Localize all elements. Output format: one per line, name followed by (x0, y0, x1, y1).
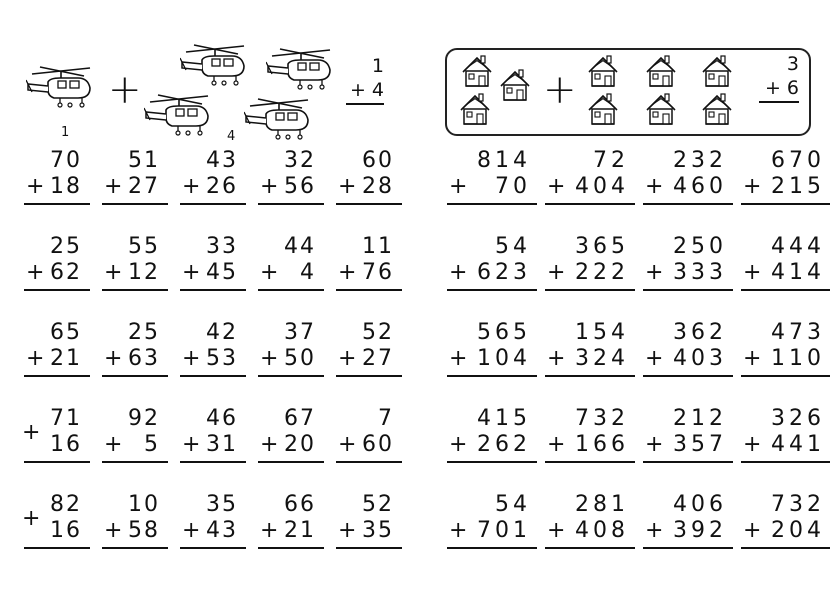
addition-problem (100, 148, 178, 234)
addition-problem (178, 234, 256, 320)
plus-operator: + (449, 518, 470, 543)
addend-bottom: 215 (771, 174, 825, 199)
plus-operator: + (182, 260, 203, 285)
plus-operator: + (182, 174, 203, 199)
addend-top: 72 (593, 148, 629, 173)
addend-top: 65 (50, 320, 82, 345)
addend-top: 60 (362, 148, 394, 173)
sum-rule (545, 461, 635, 463)
addition-problem (641, 320, 739, 406)
plus-operator: + (743, 518, 764, 543)
addition-problem (334, 492, 412, 578)
plus-operator: + (547, 346, 568, 371)
addition-problem (22, 148, 100, 234)
sum-rule (545, 547, 635, 549)
addend-top: 44 (284, 234, 316, 259)
plus-operator: + (26, 346, 47, 371)
addition-problem (543, 406, 641, 492)
plus-operator: + (338, 174, 359, 199)
plus-operator: + (104, 432, 125, 457)
helicopter-icon (26, 66, 100, 110)
house-icon (643, 54, 677, 88)
sum-rule (336, 547, 402, 549)
addition-problem (334, 148, 412, 234)
addend-top: 154 (575, 320, 629, 345)
addition-problem (256, 234, 334, 320)
plus-operator: + (182, 346, 203, 371)
addend-bottom: 403 (673, 346, 727, 371)
plus-operator: + (645, 174, 666, 199)
addend-top: 70 (50, 148, 82, 173)
plus-operator: + (260, 518, 281, 543)
sum-rule (24, 375, 90, 377)
sum-rule (258, 461, 324, 463)
plus-operator: + (547, 260, 568, 285)
addend-bottom: 166 (575, 432, 629, 457)
addend-top: 365 (575, 234, 629, 259)
addition-problem (256, 320, 334, 406)
plus-operator: + (104, 174, 125, 199)
addition-problem (178, 492, 256, 578)
sum-rule (102, 547, 168, 549)
addition-problem (178, 148, 256, 234)
addend-top: 55 (128, 234, 160, 259)
example-top: 1 (371, 55, 384, 77)
sum-rule (258, 289, 324, 291)
right-count-label: 4 (227, 129, 236, 144)
addend-top: 473 (771, 320, 825, 345)
addend-bottom: 701 (477, 518, 531, 543)
addend-bottom: 404 (575, 174, 629, 199)
helicopter-header (0, 0, 425, 150)
plus-operator: + (260, 174, 281, 199)
sum-rule (447, 375, 537, 377)
addend-top: 66 (284, 492, 316, 517)
plus-operator: + (338, 260, 359, 285)
plus-operator: + (260, 260, 281, 285)
addend-bottom: 16 (50, 432, 82, 457)
addend-bottom: 56 (284, 174, 316, 199)
addend-top: 37 (284, 320, 316, 345)
sum-rule (336, 375, 402, 377)
addend-bottom: 43 (206, 518, 238, 543)
plus-sign: + (108, 67, 142, 113)
addition-problem (256, 406, 334, 492)
helicopter-icon (266, 48, 340, 92)
sum-rule (180, 289, 246, 291)
example-bottom: 4 (371, 79, 384, 101)
sum-rule (258, 203, 324, 205)
left-count-label: 1 (61, 125, 70, 140)
addend-bottom: 53 (206, 346, 238, 371)
addition-problem (445, 148, 543, 234)
addition-problem (543, 320, 641, 406)
addition-problem (22, 320, 100, 406)
addend-top: 46 (206, 406, 238, 431)
addition-problem (543, 492, 641, 578)
sum-rule (180, 375, 246, 377)
addend-top: 362 (673, 320, 727, 345)
house-icon (457, 92, 491, 126)
addend-top: 35 (206, 492, 238, 517)
addend-bottom: 58 (128, 518, 160, 543)
addition-problem (178, 406, 256, 492)
addend-bottom: 27 (362, 346, 394, 371)
plus-operator: + (449, 174, 470, 199)
example-op: + (349, 79, 366, 101)
addend-top: 42 (206, 320, 238, 345)
addend-bottom: 4 (300, 260, 316, 285)
house-icon (585, 54, 619, 88)
two-digit-problems (22, 148, 425, 578)
plus-operator: + (104, 346, 125, 371)
plus-operator: + (104, 260, 125, 285)
addend-top: 250 (673, 234, 727, 259)
addend-bottom: 204 (771, 518, 825, 543)
addition-problem (100, 492, 178, 578)
addition-problem (445, 234, 543, 320)
helicopter-icon (244, 98, 318, 142)
sum-rule (545, 375, 635, 377)
plus-operator: + (22, 420, 43, 445)
addend-bottom: 27 (128, 174, 160, 199)
sum-rule (336, 461, 402, 463)
sum-rule (741, 461, 830, 463)
addition-problem (739, 492, 830, 578)
addend-bottom: 5 (144, 432, 160, 457)
sum-rule (258, 547, 324, 549)
addend-bottom: 63 (128, 346, 160, 371)
addition-problem (334, 320, 412, 406)
addend-bottom: 414 (771, 260, 825, 285)
addend-bottom: 408 (575, 518, 629, 543)
addition-problem (334, 406, 412, 492)
example-rule (759, 101, 799, 103)
addend-bottom: 50 (284, 346, 316, 371)
addend-top: 444 (771, 234, 825, 259)
addition-problem (334, 234, 412, 320)
plus-operator: + (645, 346, 666, 371)
house-icon (699, 92, 733, 126)
addend-top: 212 (673, 406, 727, 431)
addend-top: 51 (128, 148, 160, 173)
addend-top: 732 (575, 406, 629, 431)
plus-operator: + (449, 432, 470, 457)
addend-top: 67 (284, 406, 316, 431)
addend-bottom: 28 (362, 174, 394, 199)
plus-operator: + (260, 432, 281, 457)
addition-problem (739, 234, 830, 320)
addend-top: 43 (206, 148, 238, 173)
example-op: + (764, 77, 781, 99)
addend-top: 670 (771, 148, 825, 173)
addend-bottom: 110 (771, 346, 825, 371)
plus-operator: + (26, 174, 47, 199)
sum-rule (258, 375, 324, 377)
sum-rule (447, 461, 537, 463)
helicopter-icon (144, 94, 218, 138)
plus-operator: + (338, 346, 359, 371)
addend-bottom: 60 (362, 432, 394, 457)
example-addition (759, 52, 799, 103)
sum-rule (643, 203, 733, 205)
plus-operator: + (645, 260, 666, 285)
example-addition (346, 54, 384, 105)
plus-operator: + (449, 346, 470, 371)
plus-operator: + (26, 260, 47, 285)
sum-rule (180, 203, 246, 205)
addend-bottom: 12 (128, 260, 160, 285)
addend-bottom: 441 (771, 432, 825, 457)
addition-problem (22, 234, 100, 320)
addition-problem (22, 406, 100, 492)
addition-problem (739, 406, 830, 492)
plus-operator: + (182, 432, 203, 457)
plus-operator: + (645, 432, 666, 457)
sum-rule (24, 547, 90, 549)
addition-problem (100, 234, 178, 320)
addend-top: 82 (50, 492, 82, 517)
addend-bottom: 333 (673, 260, 727, 285)
addition-problem (641, 234, 739, 320)
addition-problem (100, 320, 178, 406)
sum-rule (643, 289, 733, 291)
addend-bottom: 16 (50, 518, 82, 543)
plus-operator: + (260, 346, 281, 371)
house-picture-frame (445, 48, 811, 136)
addition-problem (22, 492, 100, 578)
addition-problem (445, 492, 543, 578)
sum-rule (102, 461, 168, 463)
addend-bottom: 21 (50, 346, 82, 371)
addend-top: 52 (362, 492, 394, 517)
example-bottom: 6 (786, 77, 799, 99)
addition-problem (100, 406, 178, 492)
plus-operator: + (104, 518, 125, 543)
plus-operator: + (645, 518, 666, 543)
helicopter-icon (180, 44, 254, 88)
sum-rule (741, 203, 830, 205)
addend-top: 33 (206, 234, 238, 259)
addend-bottom: 18 (50, 174, 82, 199)
right-worksheet (425, 0, 830, 604)
sum-rule (741, 289, 830, 291)
addend-top: 281 (575, 492, 629, 517)
plus-operator: + (547, 174, 568, 199)
addend-bottom: 392 (673, 518, 727, 543)
addend-top: 814 (477, 148, 531, 173)
example-rule (346, 103, 384, 105)
plus-operator: + (338, 518, 359, 543)
addend-bottom: 460 (673, 174, 727, 199)
sum-rule (447, 289, 537, 291)
addend-bottom: 76 (362, 260, 394, 285)
addend-bottom: 62 (50, 260, 82, 285)
sum-rule (545, 289, 635, 291)
addend-top: 326 (771, 406, 825, 431)
house-icon (643, 92, 677, 126)
addition-problem (739, 148, 830, 234)
addition-problem (256, 148, 334, 234)
plus-operator: + (743, 346, 764, 371)
addend-top: 71 (50, 406, 82, 431)
addend-bottom: 623 (477, 260, 531, 285)
sum-rule (102, 289, 168, 291)
addend-top: 7 (378, 406, 394, 431)
addition-problem (739, 320, 830, 406)
house-icon (699, 54, 733, 88)
sum-rule (447, 547, 537, 549)
addend-bottom: 262 (477, 432, 531, 457)
addend-top: 11 (362, 234, 394, 259)
addition-problem (543, 148, 641, 234)
plus-operator: + (22, 506, 43, 531)
plus-operator: + (743, 260, 764, 285)
house-header (425, 0, 830, 150)
addition-problem (641, 492, 739, 578)
house-icon (459, 54, 493, 88)
addend-top: 232 (673, 148, 727, 173)
sum-rule (741, 375, 830, 377)
sum-rule (180, 547, 246, 549)
plus-sign: + (543, 67, 577, 113)
plus-operator: + (743, 174, 764, 199)
addition-problem (445, 320, 543, 406)
addition-problem (445, 406, 543, 492)
addend-bottom: 26 (206, 174, 238, 199)
house-icon (585, 92, 619, 126)
plus-operator: + (338, 432, 359, 457)
addition-problem (543, 234, 641, 320)
plus-operator: + (743, 432, 764, 457)
addition-problem (256, 492, 334, 578)
addend-bottom: 70 (495, 174, 531, 199)
addend-bottom: 21 (284, 518, 316, 543)
addition-problem (641, 406, 739, 492)
addend-bottom: 324 (575, 346, 629, 371)
addend-bottom: 35 (362, 518, 394, 543)
plus-operator: + (182, 518, 203, 543)
addend-bottom: 357 (673, 432, 727, 457)
addend-top: 54 (495, 492, 531, 517)
sum-rule (545, 203, 635, 205)
addend-bottom: 45 (206, 260, 238, 285)
sum-rule (24, 203, 90, 205)
addend-top: 732 (771, 492, 825, 517)
addition-problem (641, 148, 739, 234)
sum-rule (336, 289, 402, 291)
sum-rule (24, 461, 90, 463)
addend-top: 415 (477, 406, 531, 431)
addend-top: 565 (477, 320, 531, 345)
sum-rule (741, 547, 830, 549)
plus-operator: + (449, 260, 470, 285)
addend-bottom: 104 (477, 346, 531, 371)
addend-top: 406 (673, 492, 727, 517)
three-digit-problems (445, 148, 830, 578)
addend-top: 52 (362, 320, 394, 345)
addend-bottom: 222 (575, 260, 629, 285)
sum-rule (24, 289, 90, 291)
sum-rule (643, 547, 733, 549)
sum-rule (643, 375, 733, 377)
addend-top: 54 (495, 234, 531, 259)
example-top: 3 (786, 53, 799, 75)
sum-rule (102, 203, 168, 205)
sum-rule (336, 203, 402, 205)
sum-rule (102, 375, 168, 377)
addition-problem (178, 320, 256, 406)
plus-operator: + (547, 432, 568, 457)
addend-bottom: 20 (284, 432, 316, 457)
addend-bottom: 31 (206, 432, 238, 457)
addend-top: 25 (128, 320, 160, 345)
addend-top: 10 (128, 492, 160, 517)
addend-top: 92 (128, 406, 160, 431)
sum-rule (447, 203, 537, 205)
addend-top: 32 (284, 148, 316, 173)
plus-operator: + (547, 518, 568, 543)
addend-top: 25 (50, 234, 82, 259)
sum-rule (180, 461, 246, 463)
sum-rule (643, 461, 733, 463)
house-icon (497, 68, 531, 102)
